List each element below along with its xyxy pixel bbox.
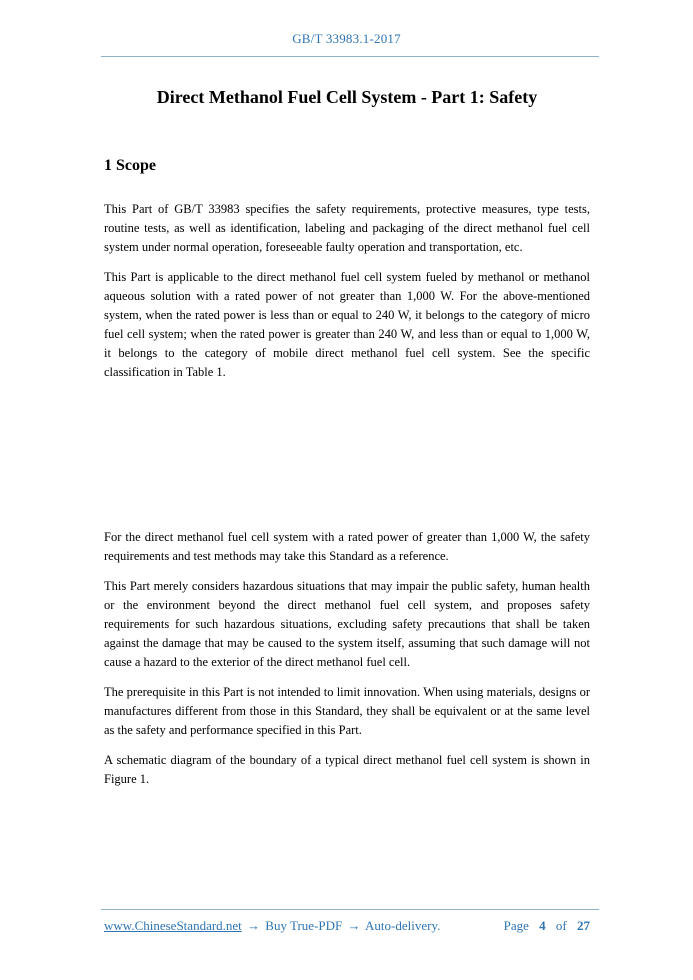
paragraph-scope-6: A schematic diagram of the boundary of a typical direct methanol fuel cell system is shown in Figure 1.: [104, 753, 590, 786]
paragraph-scope-5: The prerequisite in this Part is not intended to limit innovation. When using materials, designs or manufactures different from those in this Standard, they shall be equivalent or at the same level as the safety and performance specified in this Part.: [104, 685, 590, 737]
document-title: Direct Methanol Fuel Cell System - Part 1: Safety: [156, 87, 538, 107]
page-label: Page: [503, 918, 529, 933]
of-label: of: [555, 918, 567, 933]
document-body: [104, 86, 590, 789]
arrow-right-icon: →: [247, 918, 261, 933]
page-total-number: 27: [577, 918, 590, 933]
table-1-blank-area: [104, 382, 590, 517]
paragraph-scope-2: This Part is applicable to the direct methanol fuel cell system fueled by methanol or methanol aqueous solution with a rated power of not greater than 1,000 W. For the above-mentioned system, when the rated power is less than or equal to 240 W, it belongs to the category of micro fuel cell system; when the rated power is greater than 240 W, and less than or equal to 1,000 W, it belongs to the category of mobile direct methanol fuel cell system. See the specific classification in Table 1.: [104, 270, 590, 379]
header-rule: [101, 56, 599, 57]
footer-left: [104, 918, 440, 934]
paragraph-scope-3: For the direct methanol fuel cell system with a rated power of greater than 1,000 W, the safety requirements and test methods may take this Standard as a reference.: [104, 530, 590, 563]
page-footer: [104, 918, 590, 934]
buy-true-pdf-label: Buy True-PDF: [265, 918, 343, 933]
section-heading-scope: 1 Scope: [104, 157, 156, 174]
doc-number: GB/T 33983.1-2017: [292, 31, 401, 46]
page-indicator: [504, 918, 590, 934]
paragraph-scope-1: This Part of GB/T 33983 specifies the safety requirements, protective measures, type tests, routine tests, as well as identification, labeling and packaging of the direct methanol fuel cell system under normal operation, foreseeable faulty operation and transportation, etc.: [104, 202, 590, 254]
chinesestandard-link[interactable]: www.ChineseStandard.net: [104, 918, 242, 933]
footer-rule: [101, 909, 599, 910]
auto-delivery-label: Auto-delivery.: [365, 918, 441, 933]
arrow-right-icon: →: [347, 918, 361, 933]
page-current-number: 4: [539, 918, 546, 933]
paragraph-scope-4: This Part merely considers hazardous situations that may impair the public safety, human health or the environment beyond the direct methanol fuel cell system, and proposes safety requirements for such hazardous situations, excluding safety precautions that shall be taken against the damage that may be caused to the system itself, assuming that such damage will not cause a hazard to the exterior of the direct methanol fuel cell.: [104, 579, 590, 669]
